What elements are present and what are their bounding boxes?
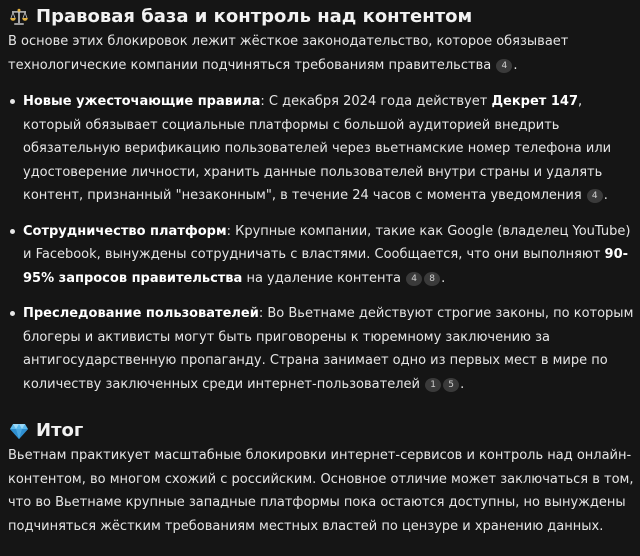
section-heading-legal (8, 4, 634, 30)
intro-paragraph: В основе этих блокировок лежит жёсткое законодательство, которое обязывает технологические компании подчиняться требованиям правительства 4 . (8, 34, 569, 73)
balance-scale-icon (8, 6, 30, 28)
bullet-label: Преследование пользователей (23, 306, 259, 321)
citation-badge[interactable]: 4 (496, 59, 512, 73)
citation-badge[interactable]: 1 (425, 378, 441, 392)
bullet-list (8, 90, 634, 396)
gem-icon (8, 420, 30, 442)
section-title: Итог (36, 420, 84, 441)
citation-badge[interactable]: 5 (443, 378, 459, 392)
citation-badge[interactable]: 4 (587, 189, 603, 203)
section-title: Правовая база и контроль над контентом (36, 6, 473, 27)
list-item: Новые ужесточающие правила: С декабря 2024 года действует Декрет 147, который обязывает социальные платформы с большой аудиторией внедрить обязательную верификацию пользователей через вьетнамские номер телефона или удостоверение личности, хранить данные пользователей внутри страны и удалять контент, признанный "незаконным", в течение 24 часов с момента уведомления 4 . (8, 90, 634, 208)
citation-badge[interactable]: 8 (424, 272, 440, 286)
list-item: Преследование пользователей: Во Вьетнаме действуют строгие законы, по которым блогеры и активисты могут быть приговорены к тюремному заключению за антигосударственную пропаганду. Страна занимает одно из первых мест в мире по количеству заключенных среди интернет-пользователей 1 5 . (8, 302, 634, 396)
answer-content (8, 4, 634, 538)
summary-paragraph: Вьетнам практикует масштабные блокировки интернет-сервисов и контроль над онлайн-контентом, во многом схожий с российским. Основное отличие может заключаться в том, что во Вьетнаме крупные западные платформы пока остаются доступны, но вынуждены подчиняться жёстким требованиям местных властей по цензуре и хранению данных. (8, 448, 634, 534)
bullet-label: Сотрудничество платформ (23, 223, 227, 239)
section-heading-summary (8, 418, 634, 444)
list-item: Сотрудничество платформ: Крупные компании, такие как Google (владелец YouTube) и Facebook, вынуждены сотрудничать с властями. Сообщается, что они выполняют 90-95% запросов правительства на удаление контента 4 8 . (8, 220, 634, 291)
citation-badge[interactable]: 4 (406, 272, 422, 286)
bullet-label: Новые ужесточающие правила (23, 94, 261, 109)
